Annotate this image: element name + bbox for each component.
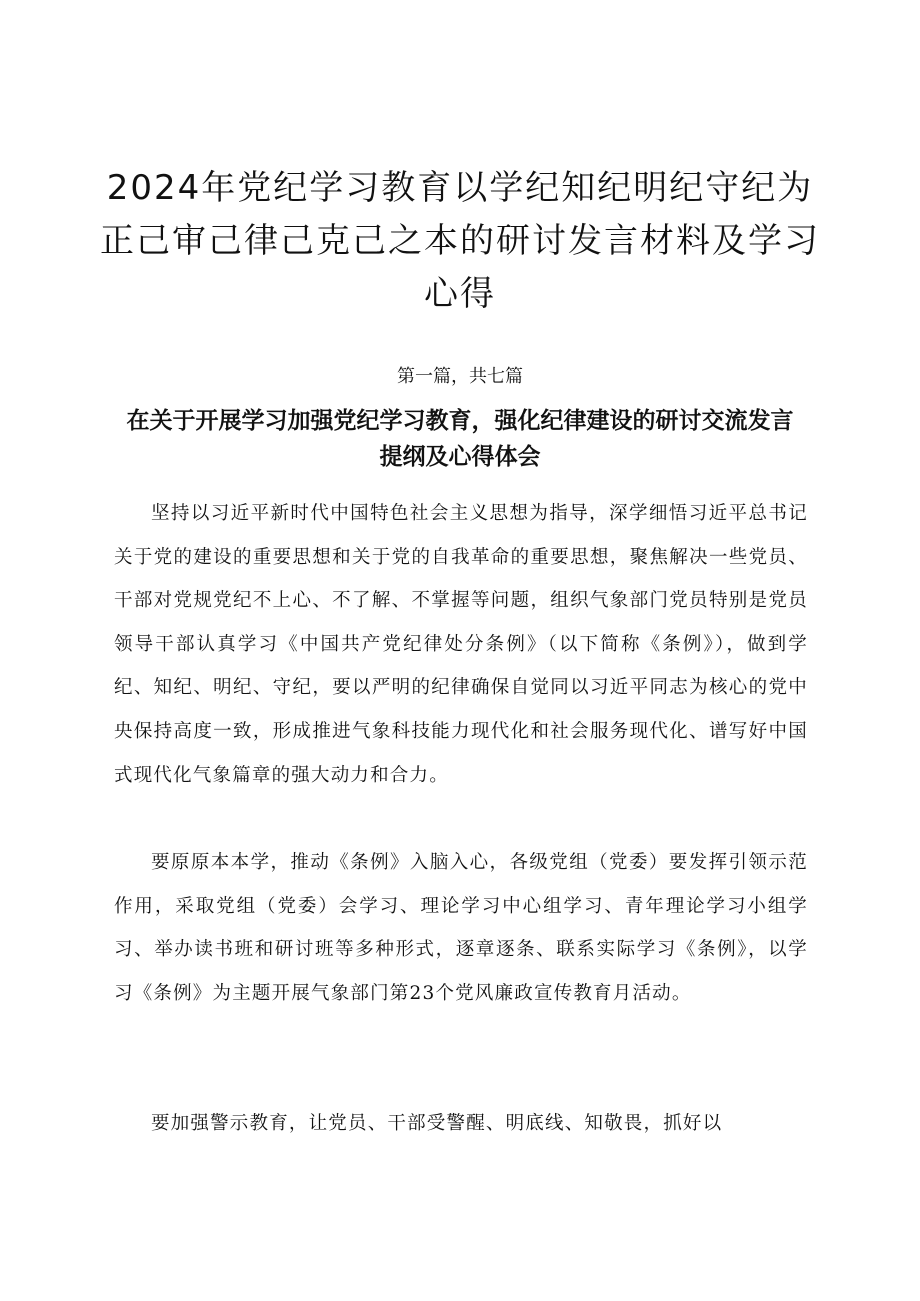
- section-label: 第一篇，共七篇: [397, 366, 523, 387]
- body-paragraph: 要原原本本学，推动《条例》入脑入心，各级党组（党委）要发挥引领示范作用，采取党组（党委）会学习、理论学习中心组学习、青年理论学习小组学习、举办读书班和研讨班等多种形式，逐章逐条、联系实际学习《条例》，以学习《条例》为主题开展气象部门第23个党风廉政宣传教育月活动。: [114, 852, 808, 1004]
- article-title: 在关于开展学习加强党纪学习教育，强化纪律建设的研讨交流发言提纲及心得体会: [126, 408, 794, 470]
- document-title: 2024年党纪学习教育以学纪知纪明纪守纪为正己审己律己克己之本的研讨发言材料及学习心得: [100, 168, 820, 314]
- body-paragraph: 要加强警示教育，让党员、干部受警醒、明底线、知敬畏，抓好以: [151, 1113, 723, 1134]
- body-paragraph: 坚持以习近平新时代中国特色社会主义思想为指导，深学细悟习近平总书记关于党的建设的重要思想和关于党的自我革命的重要思想，聚焦解决一些党员、干部对党规党纪不上心、不了解、不掌握等问题，组织气象部门党员特别是党员领导干部认真学习《中国共产党纪律处分条例》（以下简称《条例》），做到学纪、知纪、明纪、守纪，要以严明的纪律确保自觉同以习近平同志为核心的党中央保持高度一致，形成推进气象科技能力现代化和社会服务现代化、谱写好中国式现代化气象篇章的强大动力和合力。: [114, 503, 808, 786]
